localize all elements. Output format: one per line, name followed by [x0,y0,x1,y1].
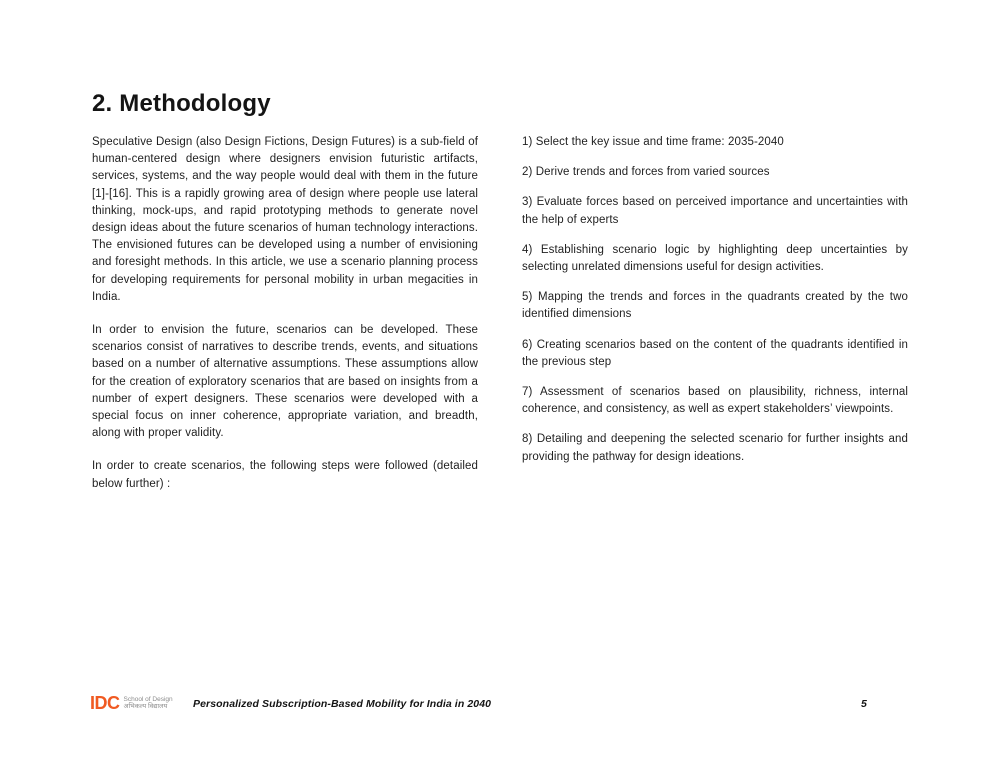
step-item: 1) Select the key issue and time frame: 2035-2040 [522,136,784,148]
right-column [522,134,908,509]
idc-logo-text: IDC [90,693,120,713]
content-columns [92,134,908,509]
step-item: 5) Mapping the trends and forces in the quadrants created by the two identified dimensions [522,291,908,321]
step-item: 8) Detailing and deepening the selected scenario for further insights and providing the pathway for design ideations. [522,433,908,463]
step-item: 4) Establishing scenario logic by highlighting deep uncertainties by selecting unrelated dimensions useful for design activities. [522,243,908,274]
idc-logo-subtitle-line2: अभिकल्प विद्यालय [123,703,168,710]
idc-logo-subtitle-line1: School of Design [123,695,173,703]
body-paragraph: In order to create scenarios, the following steps were followed (detailed below further) : [92,460,478,490]
idc-logo-subtitle [124,696,173,711]
section-heading: 2. Methodology [92,90,271,117]
footer-doc-title: Personalized Subscription-Based Mobility for India in 2040 [193,698,492,710]
page-footer [0,692,1000,720]
body-paragraph: Speculative Design (also Design Fictions, Design Futures) is a sub-field of human-centered design where designers envision futuristic artifacts, services, systems, and the way people would deal with them in the future [1]-[16]. This is a rapidly growing area of design where people use lateral thinking, mock-ups, and rapid prototyping methods to generate novel design ideas about the future scenarios of human technology interactions. The envisioned futures can be developed using a number of envisioning and foresight methods. In this article, we use a scenario planning process for developing requirements for personal mobility in urban megacities in India. [92,136,478,303]
step-item: 6) Creating scenarios based on the content of the quadrants identified in the previous step [522,338,908,368]
step-item: 7) Assessment of scenarios based on plausibility, richness, internal coherence, and consistency, as well as expert stakeholders’ viewpoints. [522,386,908,416]
body-paragraph: In order to envision the future, scenarios can be developed. These scenarios consist of narratives to describe trends, events, and situations based on a number of alternative assumptions. These assumptions allow for the creation of exploratory scenarios that are based on insights from a number of expert designers. These scenarios were developed with a special focus on inner coherence, appropriate variation, and breadth, along with proper validity. [92,324,478,440]
idc-logo [90,694,173,712]
left-column [92,134,478,509]
step-item: 2) Derive trends and forces from varied sources [522,166,770,179]
page-number: 5 [861,698,867,710]
step-item: 3) Evaluate forces based on perceived importance and uncertainties with the help of experts [522,196,908,226]
